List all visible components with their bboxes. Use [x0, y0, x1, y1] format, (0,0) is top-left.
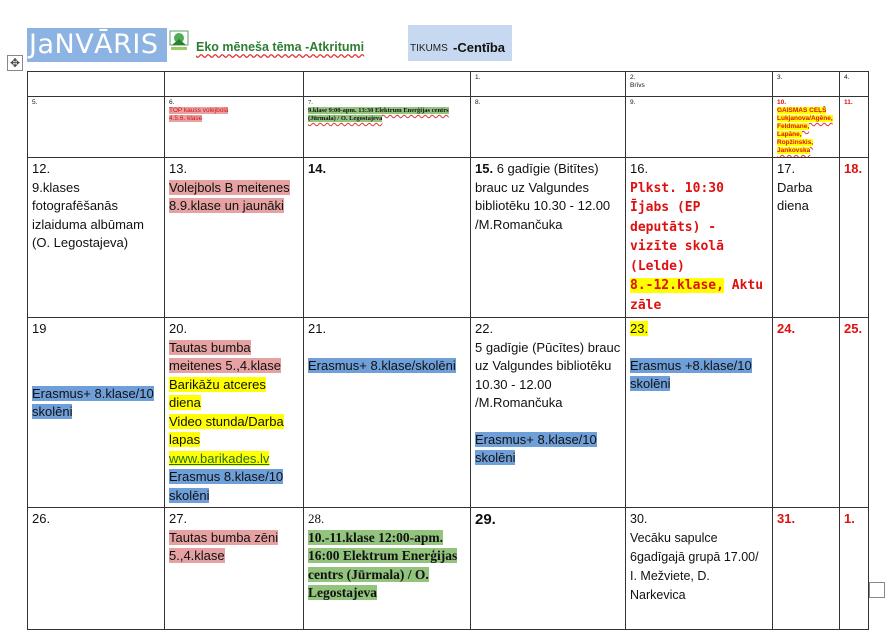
calendar-cell[interactable] [471, 508, 626, 630]
virtue-label: TIKUMS [410, 43, 448, 54]
calendar-cell[interactable] [304, 72, 471, 97]
calendar-cell[interactable] [840, 72, 869, 97]
calendar-cell[interactable] [773, 72, 840, 97]
event-text: GAISMAS CEĻŠ Lukjanova/Agēne, Feldmane, Lapāne, Ropžinskis, Jankovska [777, 107, 833, 154]
day-number: 27. [169, 511, 188, 526]
day-number: 17. [777, 161, 796, 176]
calendar-cell[interactable] [165, 318, 304, 508]
calendar-cell[interactable] [28, 318, 165, 508]
day-number: 1. [475, 74, 481, 81]
event-text: 9.klases fotografēšanās izlaiduma albūmam (O. Legostajeva) [32, 179, 144, 250]
day-number: 28. [308, 511, 325, 526]
day-number: 31. [777, 511, 796, 526]
calendar-cell[interactable] [28, 158, 165, 318]
event-text: 6 gadīgie (Bitītes) brauc uz Valgundes bibliotēku 10.30 - 12.00 /M.Romančuka [475, 161, 611, 232]
calendar-cell[interactable] [840, 158, 869, 318]
day-number: 1. [844, 511, 855, 526]
calendar-cell[interactable] [304, 318, 471, 508]
day-number: 6. [169, 99, 175, 106]
day-note: Brīvs [630, 82, 645, 89]
calendar-cell[interactable] [304, 158, 471, 318]
day-number: 26. [32, 511, 51, 526]
day-number: 3. [777, 74, 783, 81]
day-number: 11. [844, 99, 853, 106]
calendar-cell[interactable] [773, 97, 840, 158]
calendar-cell[interactable] [773, 158, 840, 318]
calendar-cell[interactable] [626, 508, 773, 630]
calendar-cell[interactable] [773, 318, 840, 508]
day-number: 18. [844, 161, 863, 176]
day-number: 25. [844, 321, 863, 336]
month-theme [196, 40, 364, 54]
calendar-cell[interactable] [28, 508, 165, 630]
calendar-cell[interactable] [165, 508, 304, 630]
event-text: Erasmus+ 8.klase/10 skolēni [475, 431, 597, 465]
month-theme-text: Eko mēneša tēma -Atkritumi [196, 40, 365, 54]
event-text: Tautas bumba meitenes 5.,4.klase [169, 339, 282, 373]
event-text: Darba diena [777, 179, 813, 213]
day-number: 21. [308, 321, 327, 336]
calendar-cell[interactable] [840, 318, 869, 508]
day-number: 12. [32, 161, 51, 176]
day-number: 10. [777, 99, 787, 106]
calendar-cell[interactable] [840, 508, 869, 630]
calendar-cell[interactable] [626, 97, 773, 158]
day-number: 24. [777, 321, 796, 336]
calendar-cell[interactable] [471, 72, 626, 97]
day-number: 2. [630, 74, 636, 81]
eco-school-logo-icon [169, 30, 189, 52]
day-number: 9. [630, 99, 636, 106]
calendar-row-3 [28, 158, 869, 318]
day-number: 13. [169, 161, 188, 176]
event-text: Video stunda/Darba lapas [169, 413, 284, 447]
calendar-cell[interactable] [471, 158, 626, 318]
day-number: 5. [32, 99, 38, 106]
event-text: Volejbols B meitenes 8.9.klase un jaunāki [169, 179, 290, 213]
calendar-cell[interactable] [471, 318, 626, 508]
calendar-row-5 [28, 508, 869, 630]
calendar-cell[interactable] [471, 97, 626, 158]
event-link[interactable]: www.barikades.lv [169, 450, 270, 466]
event-text: Erasmus 8.klase/10 skolēni [169, 469, 284, 503]
event-text: Erasmus+ 8.klase/10 skolēni [32, 385, 154, 419]
calendar-row-1 [28, 72, 869, 97]
page-title: JaNVĀRIS [27, 28, 167, 62]
calendar-cell[interactable] [28, 97, 165, 158]
event-text: 4.5.6. klase [169, 115, 203, 122]
calendar-row-2 [28, 97, 869, 158]
calendar-cell[interactable] [773, 508, 840, 630]
event-text: 5 gadīgie (Pūcītes) brauc uz Valgundes bibliotēku 10.30 - 12.00 /M.Romančuka [475, 339, 621, 410]
event-text: 9.klase 9:00-apm. 13:30 Elektrum Enerģijas centrs (Jūrmala) / O. Legostajeva [308, 107, 449, 122]
event-text: Tautas bumba zēni 5.,4.klase [169, 529, 279, 563]
event-text: Plkst. 10:30 Ījabs (EP deputāts) - vizīte skolā (Lelde) [630, 180, 724, 274]
day-number: 15. [475, 161, 494, 176]
calendar-cell[interactable] [28, 72, 165, 97]
calendar-table [27, 71, 869, 630]
event-text: 10.-11.klase 12:00-apm. 16:00 Elektrum Enerģijas centrs (Jūrmala) / O. Legostajeva [308, 529, 458, 600]
calendar-cell[interactable] [626, 72, 773, 97]
day-number: 29. [475, 511, 496, 528]
table-move-handle-icon[interactable]: ✥ [7, 55, 23, 71]
day-number: 20. [169, 321, 188, 336]
day-number: 14. [308, 161, 327, 176]
day-number: 22. [475, 321, 494, 336]
virtue-value: -Centība [453, 40, 505, 55]
day-number: 7. [308, 99, 313, 106]
day-number: 4. [844, 74, 850, 81]
calendar-row-4 [28, 318, 869, 508]
event-text: Aktu zāle [630, 278, 764, 313]
event-text: Erasmus+ 8.klase/skolēni [308, 357, 456, 373]
calendar-cell[interactable] [304, 508, 471, 630]
calendar-cell[interactable] [626, 158, 773, 318]
calendar-cell[interactable] [840, 97, 869, 158]
event-text: Vecāku sapulce 6gadīgajā grupā 17.00/ I. Mežviete, D. Narkevica [630, 531, 759, 602]
event-text: Barikāžu atceres diena [169, 376, 266, 410]
calendar-cell[interactable] [165, 72, 304, 97]
event-highlight: 8.-12.klase, [630, 278, 724, 293]
calendar-cell[interactable] [626, 318, 773, 508]
day-number: 23. [630, 321, 649, 336]
day-number: 16. [630, 161, 649, 176]
table-resize-handle-icon[interactable] [869, 582, 885, 598]
day-number: 19 [32, 321, 47, 336]
event-text: Erasmus +8.klase/10 skolēni [630, 357, 752, 391]
calendar-cell[interactable] [165, 97, 304, 158]
day-number: 30. [630, 512, 648, 526]
event-text: TOP kauss volejbolā [169, 107, 229, 114]
calendar-cell[interactable] [165, 158, 304, 318]
calendar-cell[interactable] [304, 97, 471, 158]
day-number: 8. [475, 99, 481, 106]
